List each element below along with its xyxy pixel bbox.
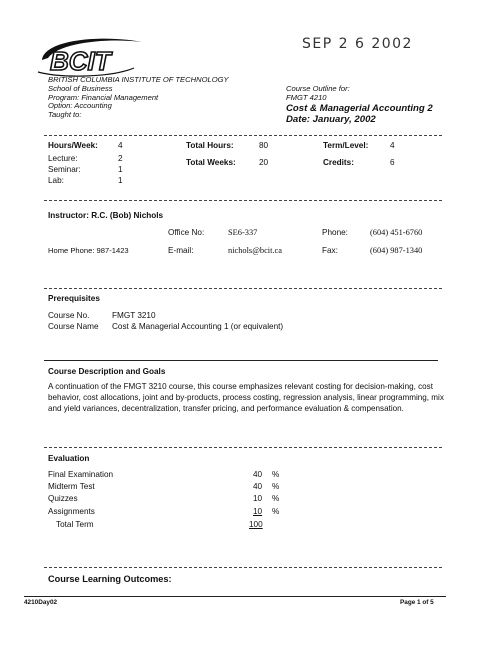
total-hours-value: 80	[259, 141, 269, 150]
instructor-name: Instructor: R.C. (Bob) Nichols	[48, 211, 164, 220]
phone-label: Phone:	[322, 228, 348, 237]
eval-item-value: 10	[253, 494, 263, 503]
prerequisites-heading: Prerequisites	[48, 294, 100, 303]
institution-block	[48, 76, 229, 120]
fax-label: Fax:	[322, 246, 338, 255]
credits-value: 6	[390, 158, 395, 167]
taught-to-label: Taught to:	[48, 110, 82, 120]
lab-label: Lab:	[48, 176, 64, 185]
course-outline-label: Course Outline for:	[286, 84, 350, 93]
eval-item-unit: %	[272, 507, 280, 516]
footer-page-number: Page 1 of 5	[400, 599, 434, 606]
institution-name: BRITISH COLUMBIA INSTITUTE OF TECHNOLOGY	[48, 75, 229, 84]
school-name: School of Business	[48, 83, 113, 93]
learning-outcomes-heading: Course Learning Outcomes:	[48, 574, 172, 584]
course-header	[286, 85, 433, 125]
footer-rule	[24, 596, 446, 597]
course-date: Date: January, 2002	[286, 113, 376, 125]
description-heading: Course Description and Goals	[48, 367, 166, 376]
eval-item-value: 10	[253, 507, 263, 516]
description-text: A continuation of the FMGT 3210 course, this course emphasizes relevant costing for decision-making, cost behavior, cost allocations, joint and by-products, process costing, regression analysis, linear programming, mix and yield variances, decentralization, transfer pricing, and performance evaluation & compensation.	[48, 382, 444, 413]
email-value: nichols@bcit.ca	[228, 246, 282, 255]
total-term-value: 100	[249, 520, 263, 529]
course-title: Cost & Managerial Accounting 2	[286, 102, 433, 114]
divider-3	[44, 288, 442, 289]
eval-item-value: 40	[253, 470, 263, 479]
svg-text:BCIT: BCIT	[50, 46, 111, 76]
lecture-value: 2	[118, 154, 123, 163]
bcit-logo	[30, 34, 148, 78]
total-weeks-label: Total Weeks:	[186, 158, 236, 167]
total-weeks-value: 20	[259, 158, 269, 167]
home-phone: Home Phone: 987-1423	[48, 246, 129, 255]
eval-item-label: Assignments	[48, 507, 95, 516]
option-name: Option: Accounting	[48, 101, 112, 111]
eval-item-label: Final Examination	[48, 470, 114, 479]
lecture-label: Lecture:	[48, 154, 78, 163]
eval-item-unit: %	[272, 482, 280, 491]
divider-6	[44, 567, 442, 568]
term-level-label: Term/Level:	[323, 141, 369, 150]
lab-value: 1	[118, 176, 123, 185]
total-hours-label: Total Hours:	[186, 141, 234, 150]
course-name-value: Cost & Managerial Accounting 1 (or equivalent)	[112, 322, 284, 331]
course-name-label: Course Name	[48, 322, 99, 331]
footer-doc-id: 4210Day02	[24, 599, 58, 606]
program-name: Program: Financial Management	[48, 92, 159, 102]
seminar-label: Seminar:	[48, 165, 81, 174]
phone-value: (604) 451-6760	[370, 228, 423, 237]
office-label: Office No:	[168, 228, 205, 237]
divider-1	[44, 135, 442, 136]
eval-item-unit: %	[272, 494, 280, 503]
eval-item-label: Quizzes	[48, 494, 78, 503]
eval-item-unit: %	[272, 470, 280, 479]
credits-label: Credits:	[323, 158, 354, 167]
course-no-label: Course No.	[48, 311, 90, 320]
email-label: E-mail:	[168, 246, 194, 255]
course-code: FMGT 4210	[286, 92, 327, 102]
received-date-stamp: SEP 2 6 2002	[302, 36, 413, 52]
seminar-value: 1	[118, 165, 123, 174]
hours-week-value: 4	[118, 141, 123, 150]
divider-4	[44, 360, 438, 361]
course-no-value: FMGT 3210	[112, 311, 156, 320]
term-level-value: 4	[390, 141, 395, 150]
total-term-label: Total Term	[56, 520, 94, 529]
office-value: SE6-337	[228, 228, 258, 237]
fax-value: (604) 987-1340	[370, 246, 423, 255]
eval-item-value: 40	[253, 482, 263, 491]
divider-5	[44, 447, 442, 448]
hours-week-label: Hours/Week:	[48, 141, 98, 150]
eval-item-label: Midterm Test	[48, 482, 95, 491]
evaluation-heading: Evaluation	[48, 454, 90, 463]
divider-2	[44, 200, 442, 201]
